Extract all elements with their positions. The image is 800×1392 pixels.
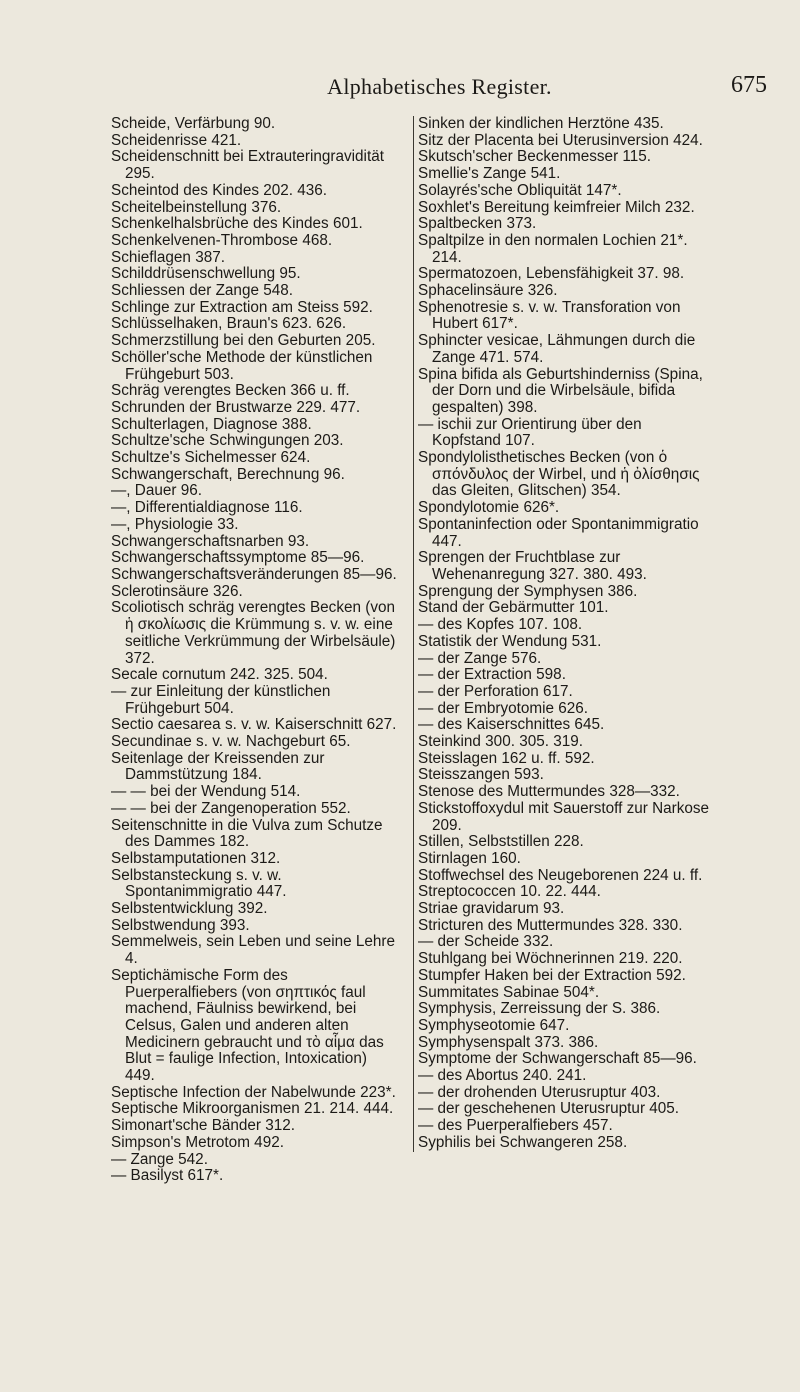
index-entry: — der Embryotomie 626.: [418, 699, 589, 717]
index-entry: — Basilyst 617*.: [111, 1167, 224, 1185]
index-entry: Symphysis, Zerreissung der S. 386.: [418, 1000, 661, 1018]
index-entry: — der Zange 576.: [418, 649, 542, 667]
index-entry: Spaltbecken 373.: [418, 215, 537, 233]
index-entry: Stirnlagen 160.: [418, 849, 521, 867]
index-entry: Selbstentwicklung 392.: [111, 900, 268, 918]
index-entry: Seitenschnitte in die Vulva zum Schutze des Dammes 182.: [111, 816, 383, 851]
index-entry: Scheide, Verfärbung 90.: [111, 115, 276, 132]
index-column-left: [111, 116, 399, 1185]
page-header: [112, 74, 767, 100]
running-title: Alphabetisches Register.: [327, 74, 552, 99]
index-entry: —, Differentialdiagnose 116.: [111, 499, 303, 517]
index-entry: Sclerotinsäure 326.: [111, 582, 243, 600]
index-entry: Septische Mikroorganismen 21. 214. 444.: [111, 1100, 394, 1118]
index-entry: — des Puerperalfiebers 457.: [418, 1117, 613, 1135]
index-entry: Sprengung der Symphysen 386.: [418, 582, 638, 600]
index-entry: — des Abortus 240. 241.: [418, 1067, 587, 1085]
index-entry: Sphacelinsäure 326.: [418, 282, 558, 300]
page-number: 675: [731, 72, 767, 98]
index-entry: Symphyseotomie 647.: [418, 1016, 570, 1034]
index-entry: Schultze's Sichelmesser 624.: [111, 449, 311, 467]
index-entry: — des Kaiserschnittes 645.: [418, 716, 605, 734]
index-entry: Secale cornutum 242. 325. 504.: [111, 666, 328, 684]
index-entry: Schultze'sche Schwingungen 203.: [111, 432, 344, 450]
index-entry: Statistik der Wendung 531.: [418, 632, 602, 650]
index-entry: Spontaninfection oder Spontanimmigratio 447.: [418, 515, 699, 550]
index-entry: —, Dauer 96.: [111, 482, 202, 500]
index-entry: Stumpfer Haken bei der Extraction 592.: [418, 966, 686, 984]
index-entry: Spermatozoen, Lebensfähigkeit 37. 98.: [418, 265, 685, 283]
index-entry: Schwangerschaftsnarben 93.: [111, 532, 310, 550]
index-entry: Steisszangen 593.: [418, 766, 544, 784]
index-entry: Schenkelvenen-Thrombose 468.: [111, 231, 333, 249]
index-entry: Stenose des Muttermundes 328—332.: [418, 783, 680, 801]
index-entry: Stillen, Selbststillen 228.: [418, 833, 584, 851]
index-entry: Stand der Gebärmutter 101.: [418, 599, 609, 617]
index-entry: Simonart'sche Bänder 312.: [111, 1117, 296, 1135]
index-entry: Smellie's Zange 541.: [418, 165, 561, 183]
index-entry: Sphincter vesicae, Lähmungen durch die Zange 471. 574.: [418, 332, 696, 366]
index-entry: Stoffwechsel des Neugeborenen 224 u. ff.: [418, 866, 703, 884]
index-entry: — der drohenden Uterusruptur 403.: [418, 1083, 661, 1101]
index-entry: Septische Infection der Nabelwunde 223*.: [111, 1083, 396, 1101]
index-entry: Scheidenschnitt bei Extrauteringravidität 295.: [111, 148, 384, 183]
index-entry: Schwangerschaftssymptome 85—96.: [111, 549, 365, 567]
index-entry: Spina bifida als Geburtshinderniss (Spina, der Dorn und die Wirbelsäule, bifida gespalten) 398.: [418, 365, 703, 416]
index-entry: Schilddrüsenschwellung 95.: [111, 265, 301, 283]
index-entry: Schenkelhalsbrüche des Kindes 601.: [111, 215, 363, 233]
index-entry: Sphenotresie s. v. w. Transforation von Hubert 617*.: [418, 298, 681, 333]
index-entry: Scoliotisch schräg verengtes Becken (von ἡ σκολίωσις die Krümmung s. v. w. eine seitliche Verkrümmung der Wirbelsäule) 372.: [111, 599, 396, 667]
index-entry: — — bei der Wendung 514.: [111, 783, 301, 801]
index-entry: — zur Einleitung der künstlichen Frühgeburt 504.: [111, 682, 331, 717]
index-entry: Soxhlet's Bereitung keimfreier Milch 232.: [418, 198, 695, 216]
index-entry: Schwangerschaftsveränderungen 85—96.: [111, 565, 397, 583]
index-entry: — Zange 542.: [111, 1150, 208, 1168]
index-entry: Schulterlagen, Diagnose 388.: [111, 415, 312, 433]
index-entry: Scheintod des Kindes 202. 436.: [111, 181, 328, 199]
index-entry: Semmelweis, sein Leben und seine Lehre 4.: [111, 933, 396, 968]
index-entry: Stricturen des Muttermundes 328. 330.: [418, 916, 683, 934]
index-entry: Spondylotomie 626*.: [418, 499, 560, 517]
index-column-right: [413, 116, 712, 1152]
index-entry: Schliessen der Zange 548.: [111, 282, 293, 300]
index-entry: — ischii zur Orientirung über den Kopfstand 107.: [418, 415, 642, 450]
index-entry: Schlüsselhaken, Braun's 623. 626.: [111, 315, 347, 333]
index-entry: Schrunden der Brustwarze 229. 477.: [111, 398, 361, 416]
index-entry: Stickstoffoxydul mit Sauerstoff zur Narkose 209.: [418, 799, 710, 834]
index-entry: Streptococcen 10. 22. 444.: [418, 883, 601, 901]
index-entry: Steisslagen 162 u. ff. 592.: [418, 749, 595, 767]
index-entry: — der Perforation 617.: [418, 682, 573, 700]
index-entry: Selbstwendung 393.: [111, 916, 250, 934]
index-entry: Schlinge zur Extraction am Steiss 592.: [111, 298, 373, 316]
index-entry: Syphilis bei Schwangeren 258.: [418, 1133, 628, 1151]
index-entry: Solayrés'sche Obliquität 147*.: [418, 181, 622, 199]
index-entry: Symphysenspalt 373. 386.: [418, 1033, 599, 1051]
index-entry: Simpson's Metrotom 492.: [111, 1133, 284, 1151]
index-entry: Spaltpilze in den normalen Lochien 21*. 214.: [418, 231, 688, 266]
index-entry: Secundinae s. v. w. Nachgeburt 65.: [111, 733, 351, 751]
index-entry: — — bei der Zangenoperation 552.: [111, 799, 351, 817]
index-entry: — des Kopfes 107. 108.: [418, 616, 583, 634]
index-entry: Selbstamputationen 312.: [111, 849, 281, 867]
index-entry: Symptome der Schwangerschaft 85—96.: [418, 1050, 697, 1068]
index-entry: Selbstansteckung s. v. w. Spontanimmigratio 447.: [111, 866, 287, 901]
index-entry: Stuhlgang bei Wöchnerinnen 219. 220.: [418, 950, 683, 968]
index-entry: —, Physiologie 33.: [111, 515, 239, 533]
index-entry: — der Extraction 598.: [418, 666, 566, 684]
index-entry: Sitz der Placenta bei Uterusinversion 424.: [418, 131, 703, 149]
index-entry: Steinkind 300. 305. 319.: [418, 733, 583, 751]
index-entry: — der geschehenen Uterusruptur 405.: [418, 1100, 680, 1118]
index-entry: Skutsch'scher Beckenmesser 115.: [418, 148, 652, 166]
index-entry: Schräg verengtes Becken 366 u. ff.: [111, 382, 350, 400]
index-entry: Schwangerschaft, Berechnung 96.: [111, 465, 345, 483]
index-entry: Sectio caesarea s. v. w. Kaiserschnitt 627.: [111, 716, 397, 734]
index-entry: Spondylolisthetisches Becken (von ὁ σπόνδυλος der Wirbel, und ἡ ὀλίσθησις das Gleiten, Glitschen) 354.: [418, 449, 700, 500]
index-entry: Schmerzstillung bei den Geburten 205.: [111, 332, 376, 350]
index-entry: Sinken der kindlichen Herztöne 435.: [418, 115, 664, 132]
index-entry: Scheitelbeinstellung 376.: [111, 198, 282, 216]
index-entry: Striae gravidarum 93.: [418, 900, 565, 918]
index-entry: Scheidenrisse 421.: [111, 131, 242, 149]
index-entry: Schöller'sche Methode der künstlichen Frühgeburt 503.: [111, 348, 373, 383]
index-entry: Seitenlage der Kreissenden zur Dammstützung 184.: [111, 749, 325, 784]
index-entry: Sprengen der Fruchtblase zur Wehenanregung 327. 380. 493.: [418, 549, 647, 583]
index-entry: Schieflagen 387.: [111, 248, 225, 266]
index-entry: Septichämische Form des Puerperalfiebers (von σηπτικός faul machend, Fäulniss bewirkend, bei Celsus, Galen und anderen alten Medicinern gebraucht und τὸ αἷμα das Blut = faulige Infection, Intoxication) 449.: [111, 966, 384, 1085]
index-entry: — der Scheide 332.: [418, 933, 554, 951]
index-entry: Summitates Sabinae 504*.: [418, 983, 600, 1001]
